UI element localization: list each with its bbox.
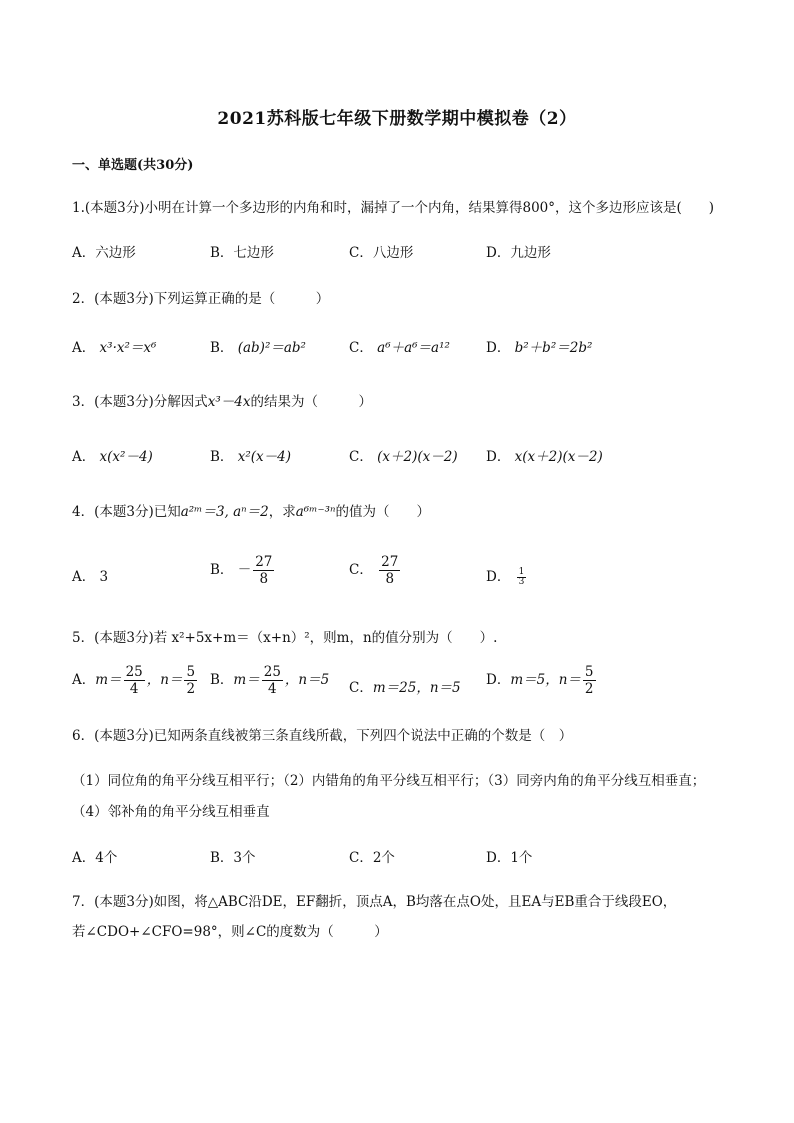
question-2-option-d: [486, 336, 592, 356]
page-title: 2021苏科版七年级下册数学期中模拟卷（2）: [217, 109, 577, 129]
question-3-stem: [72, 390, 372, 410]
question-5-b-n-value: n＝5: [298, 672, 330, 688]
question-3-option-a: [72, 445, 153, 465]
question-7-stem-line-1: 7．(本题3分)如图，将△ABC沿DE，EF翻折，顶点A，B均落在点O处，且EA与EB重合于线段EO，: [72, 894, 677, 910]
question-5-fraction-b-m: [262, 664, 283, 697]
question-4-value-a: 3: [99, 569, 109, 585]
question-3-stem-expr: x³－4x: [207, 394, 251, 410]
question-4-option-a: [72, 565, 108, 585]
numerator: 5: [186, 664, 196, 680]
numerator: 25: [263, 664, 281, 680]
option-label: D．: [486, 449, 511, 465]
question-6-option-a: A．4个: [72, 850, 118, 866]
question-4-stem-mid: ，求: [268, 504, 296, 520]
option-label: D．: [486, 569, 511, 585]
question-5-d-m: m＝5，n＝: [510, 672, 581, 688]
question-2-expr-c: a⁶＋a⁶＝a¹²: [377, 340, 450, 356]
numerator: 27: [381, 554, 399, 570]
question-2-expr-b: (ab)²＝ab²: [237, 340, 306, 356]
denominator: 4: [129, 681, 139, 697]
question-1-option-c: C．八边形: [349, 245, 414, 261]
question-2-expr-d: b²＋b²＝2b²: [514, 340, 593, 356]
numerator: 5: [584, 664, 594, 680]
section-heading: 一、单选题(共30分): [72, 158, 194, 173]
question-4-stem: [72, 500, 430, 520]
question-2-option-b: [210, 336, 306, 356]
question-4-fraction-b: [253, 554, 274, 587]
question-5-option-a: [72, 664, 199, 697]
question-3-expr-a: x(x²－4): [99, 449, 153, 465]
option-label: B．: [210, 340, 234, 356]
question-4-option-b: [210, 554, 276, 587]
question-2-expr-a: x³·x²＝x⁶: [99, 340, 157, 356]
option-label: C．: [349, 680, 373, 696]
question-6-option-d: D．1个: [486, 850, 533, 866]
question-5-fraction-a-m: [124, 664, 145, 697]
question-4-option-c: [349, 554, 402, 587]
question-2-option-c: [349, 336, 450, 356]
question-6-stem: 6．(本题3分)已知两条直线被第三条直线所截，下列四个说法中正确的个数是（ ）: [72, 728, 573, 744]
question-7-stem-line-2: 若∠CDO+∠CFO=98°，则∠C的度数为（ ）: [72, 924, 388, 940]
question-2-stem: 2．(本题3分)下列运算正确的是（ ）: [72, 291, 330, 307]
numerator: 1: [518, 567, 525, 577]
question-3-option-d: [486, 445, 603, 465]
option-label: A．: [72, 672, 96, 688]
option-label: B．: [210, 449, 234, 465]
option-label: C．: [349, 562, 373, 578]
question-3-expr-b: x²(x－4): [237, 449, 291, 465]
question-4-fraction-d: [517, 568, 527, 587]
question-5-c-value: m＝25，n＝5: [372, 680, 461, 696]
denominator: 4: [268, 681, 277, 697]
question-3-option-b: [210, 445, 291, 465]
option-label: D．: [486, 340, 511, 356]
variable-n: ，n＝: [146, 672, 183, 688]
question-3-stem-post: 的结果为（ ）: [250, 394, 372, 410]
question-4-sign-b: －: [237, 562, 252, 578]
numerator: 25: [125, 664, 143, 680]
option-label: A．: [72, 569, 96, 585]
question-6-option-c: C．2个: [349, 850, 395, 866]
question-6-statements-line-1: （1）同位角的角平分线互相平行；（2）内错角的角平分线互相平行；（3）同旁内角的角平分线互相垂直；: [72, 773, 706, 789]
question-3-expr-d: x(x＋2)(x－2): [514, 449, 603, 465]
question-5-b-n: ，: [284, 672, 299, 688]
question-4-stem-post: 的值为（ ）: [335, 504, 430, 520]
variable-m: m＝: [95, 672, 122, 688]
question-5-option-c: [349, 676, 461, 696]
question-4-stem-pre: 4．(本题3分)已知: [72, 504, 181, 520]
question-5-option-d: [486, 664, 598, 697]
denominator: 8: [385, 571, 395, 587]
question-3-stem-pre: 3．(本题3分)分解因式: [72, 394, 208, 410]
question-3-option-c: [349, 445, 458, 465]
option-label: D．: [486, 672, 511, 688]
question-6-statements-line-2: （4）邻补角的角平分线互相垂直: [72, 804, 270, 820]
question-1-option-b: B．七边形: [210, 245, 274, 261]
question-4-stem-expr2: a⁶ᵐ⁻³ⁿ: [295, 504, 336, 520]
numerator: 27: [255, 554, 273, 570]
question-4-option-d: [486, 565, 528, 587]
option-label: B．: [210, 672, 234, 688]
denominator: 3: [518, 577, 525, 587]
option-label: C．: [349, 449, 373, 465]
denominator: 2: [584, 681, 594, 697]
question-1-stem: 1.(本题3分)小明在计算一个多边形的内角和时，漏掉了一个内角，结果算得800°，这个多边形应该是( ): [72, 200, 715, 216]
option-label: A．: [72, 449, 96, 465]
denominator: 8: [259, 571, 269, 587]
question-1-option-d: D．九边形: [486, 245, 551, 261]
question-3-expr-c: (x＋2)(x－2): [377, 449, 458, 465]
question-5-fraction-d-n: [583, 664, 596, 697]
question-5-option-b: [210, 664, 329, 697]
variable-m: m＝: [233, 672, 260, 688]
option-label: C．: [349, 340, 373, 356]
option-label: B．: [210, 562, 234, 578]
question-5-stem: 5．(本题3分)若 x²+5x+m＝（x+n）²，则m，n的值分别为（ ）.: [72, 630, 498, 646]
question-4-fraction-c: [379, 554, 400, 587]
question-4-stem-expr: a²ᵐ＝3, aⁿ＝2: [180, 504, 269, 520]
question-6-option-b: B．3个: [210, 850, 256, 866]
denominator: 2: [186, 681, 196, 697]
question-2-option-a: [72, 336, 156, 356]
question-1-option-a: A．六边形: [72, 245, 136, 261]
question-5-fraction-a-n: [184, 664, 197, 697]
option-label: A．: [72, 340, 96, 356]
